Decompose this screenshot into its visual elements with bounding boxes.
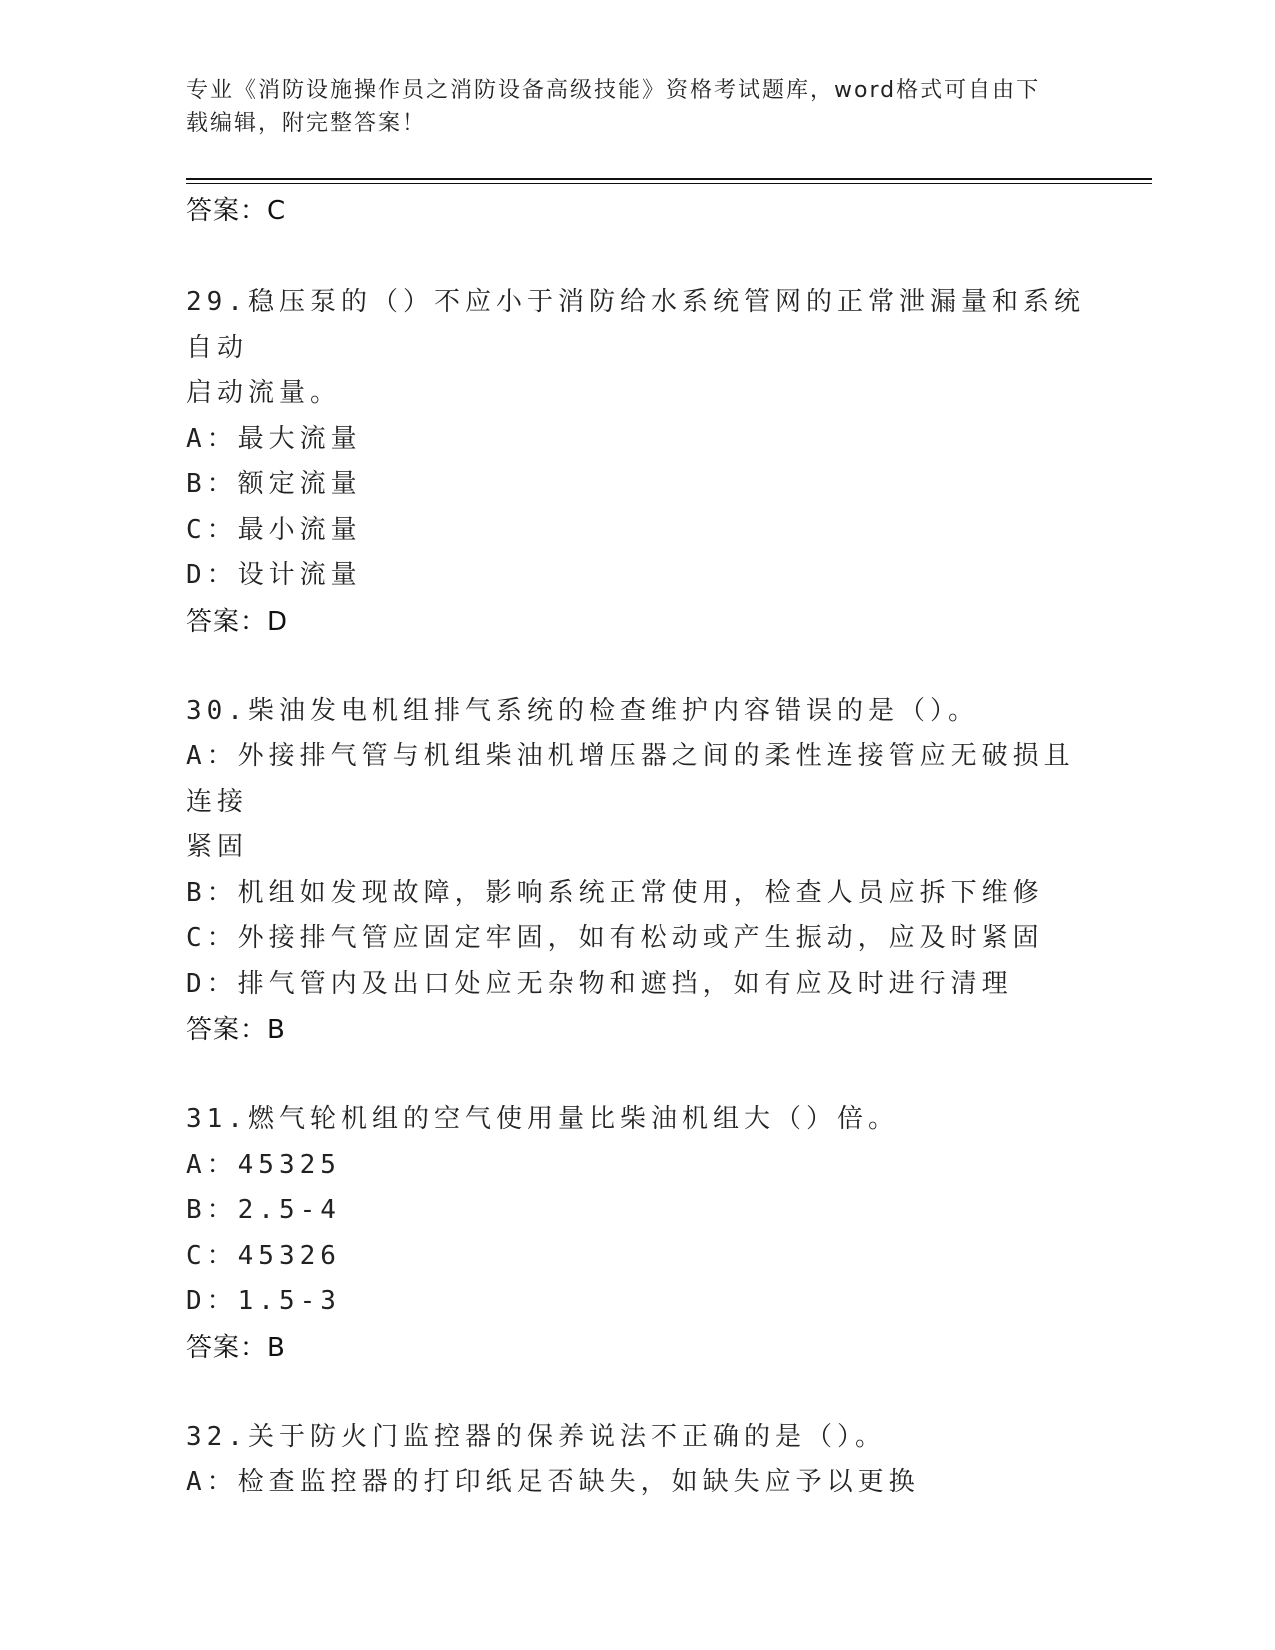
question-32: [186, 1415, 1086, 1506]
header-rule-thick: [186, 178, 1152, 180]
question-stem-cont: 启动流量。: [186, 378, 342, 408]
question-stem: 31.燃气轮机组的空气使用量比柴油机组大（）倍。: [186, 1104, 899, 1134]
option-a: A：45325: [186, 1149, 341, 1180]
answer: 答案：B: [186, 1015, 286, 1045]
question-31: [186, 1097, 1086, 1371]
answer: 答案：B: [186, 1332, 286, 1363]
option-a: A：检查监控器的打印纸足否缺失，如缺失应予以更换: [186, 1467, 920, 1497]
question-30: [186, 689, 1086, 1054]
option-a: A：外接排气管与机组柴油机增压器之间的柔性连接管应无破损且连接: [186, 741, 1075, 817]
header-rule-thin: [186, 183, 1152, 184]
option-a: A：最大流量: [186, 423, 362, 454]
option-b: B：额定流量: [186, 469, 362, 499]
header-line-2: 载编辑，附完整答案！: [186, 111, 427, 136]
question-list: [186, 188, 1086, 1506]
option-c: C：45326: [186, 1240, 341, 1271]
option-c: C：最小流量: [186, 514, 362, 545]
question-stem: 29.稳压泵的（）不应小于消防给水系统管网的正常泄漏量和系统自动: [186, 287, 1085, 363]
option-d: D：排气管内及出口处应无杂物和遮挡，如有应及时进行清理: [186, 968, 1013, 999]
option-d: D：设计流量: [186, 560, 362, 590]
option-b: B：机组如发现故障，影响系统正常使用，检查人员应拆下维修: [186, 877, 1044, 908]
question-29: [186, 280, 1086, 645]
question-stem: 32.关于防火门监控器的保养说法不正确的是（）。: [186, 1421, 886, 1452]
option-a-cont: 紧固: [186, 832, 249, 862]
question-stem: 30.柴油发电机组排气系统的检查维护内容错误的是（）。: [186, 695, 979, 726]
previous-answer: 答案：C: [186, 196, 287, 226]
answer: 答案：D: [186, 606, 289, 637]
option-d: D：1.5-3: [186, 1286, 341, 1316]
document-header: [186, 74, 1066, 140]
option-c: C：外接排气管应固定牢固，如有松动或产生振动，应及时紧固: [186, 923, 1044, 953]
option-b: B：2.5-4: [186, 1195, 341, 1225]
header-line-1: 专业《消防设施操作员之消防设备高级技能》资格考试题库，word格式可自由下: [186, 78, 1041, 103]
